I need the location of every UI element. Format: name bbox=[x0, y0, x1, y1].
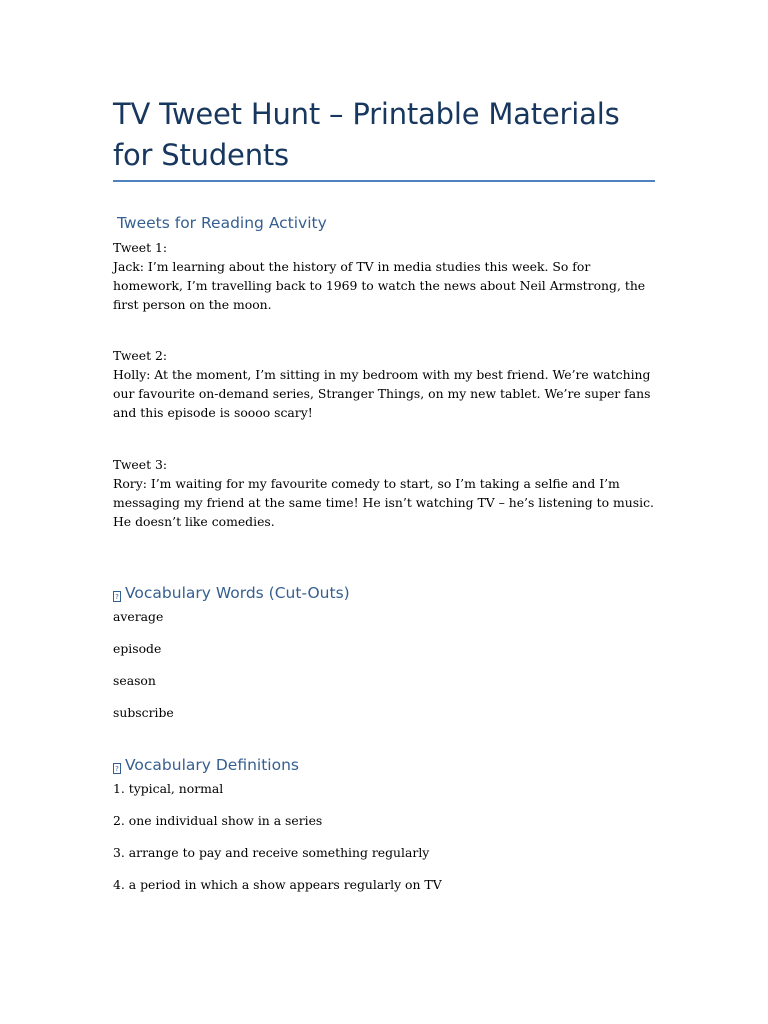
tweet-1-label: Tweet 1: bbox=[113, 240, 168, 255]
vocab-definition-2: 2. one individual show in a series bbox=[113, 813, 323, 828]
vocab-words-heading bbox=[113, 583, 350, 603]
page-title: TV Tweet Hunt – Printable Materials for Students bbox=[113, 97, 620, 172]
vocab-definitions-heading bbox=[113, 755, 299, 775]
missing-glyph-icon: ? bbox=[113, 591, 121, 602]
vocab-word-episode: episode bbox=[113, 641, 162, 656]
vocab-definition-3: 3. arrange to pay and receive something regularly bbox=[113, 845, 430, 860]
missing-glyph-icon: ? bbox=[113, 763, 121, 774]
tweet-2-text: Holly: At the moment, I’m sitting in my bedroom with my best friend. We’re watching our favourite on-demand series, Stranger Things, on my new tablet. We’re super fans and this episode is soooo scary! bbox=[113, 367, 651, 420]
tweet-2-label: Tweet 2: bbox=[113, 348, 168, 363]
vocab-definition-1: 1. typical, normal bbox=[113, 781, 224, 796]
vocab-definitions-heading-text: Vocabulary Definitions bbox=[125, 756, 299, 774]
tweet-3 bbox=[113, 455, 655, 531]
reading-activity-heading: Tweets for Reading Activity bbox=[117, 214, 327, 232]
vocab-word-average: average bbox=[113, 609, 164, 624]
tweet-1-text: Jack: I’m learning about the history of TV in media studies this week. So for homework, I’m travelling back to 1969 to watch the news about Neil Armstrong, the first person on the moon. bbox=[113, 259, 646, 312]
vocab-words-heading-text: Vocabulary Words (Cut-Outs) bbox=[125, 584, 350, 602]
vocab-word-season: season bbox=[113, 673, 156, 688]
tweet-1 bbox=[113, 238, 655, 314]
vocab-definition-4: 4. a period in which a show appears regularly on TV bbox=[113, 877, 442, 892]
tweet-3-label: Tweet 3: bbox=[113, 457, 168, 472]
title-underline bbox=[113, 180, 655, 182]
vocab-word-subscribe: subscribe bbox=[113, 705, 174, 720]
tweet-3-text: Rory: I’m waiting for my favourite comedy to start, so I’m taking a selfie and I’m messaging my friend at the same time! He isn’t watching TV – he’s listening to music. He doesn’t like comedies. bbox=[113, 476, 654, 529]
tweet-2 bbox=[113, 346, 655, 422]
